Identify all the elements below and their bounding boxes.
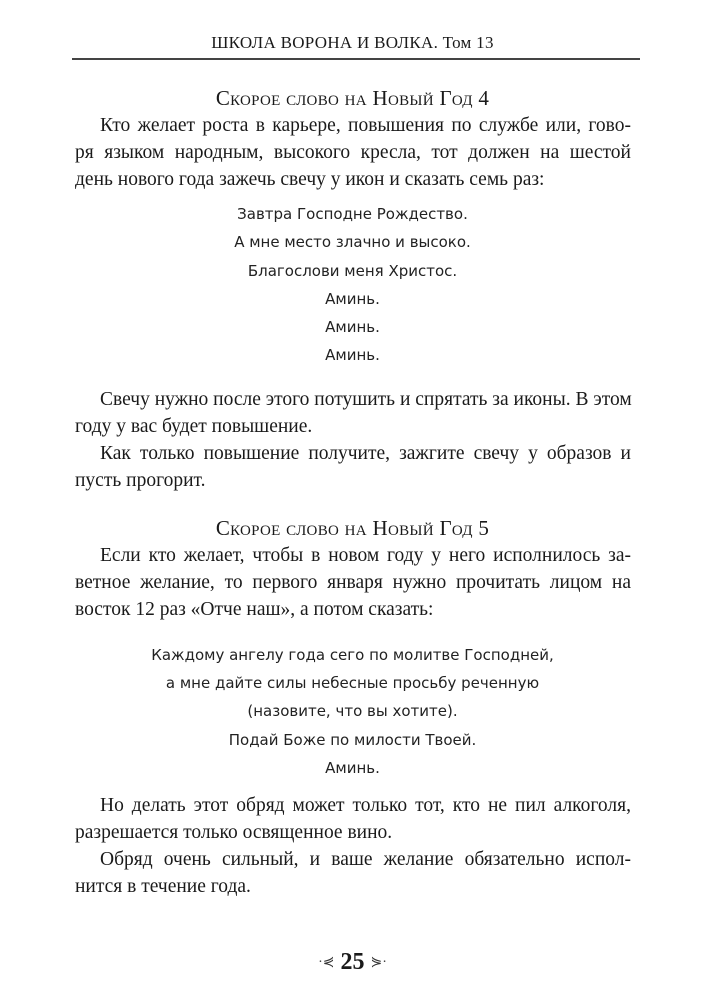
verse-line: Подай Боже по милости Твоей. [228, 730, 477, 749]
verse-line: Завтра Господне Рождество. [237, 205, 468, 223]
text-line: году у вас будет повышение. [75, 415, 313, 437]
incantation-verse [0, 200, 705, 370]
section-title: Скорое слово на Новый Год 5 [215, 515, 490, 540]
page-body [0, 84, 705, 900]
verse-line: Аминь. [325, 758, 380, 777]
ornament-left-icon: ·⋞ [318, 955, 335, 970]
text-line: день нового года зажечь свечу у икон и сказать семь раз: [75, 169, 545, 190]
page-number-footer [0, 948, 705, 977]
verse-line: (назовите, что вы хотите). [247, 702, 458, 721]
verse-line: Благослови меня Христос. [247, 261, 458, 280]
section-title: Скорое слово на Новый Год 4 [215, 86, 490, 110]
running-header: ШКОЛА ВОРОНА И ВОЛКА. Том 13 [211, 33, 494, 52]
text-line: ветное желание, то первого января нужно прочитать лицом на [75, 571, 631, 593]
header-divider [72, 58, 640, 60]
text-line: Но делать этот обряд может только тот, кто не пил алкоголя, [100, 795, 631, 817]
paragraph [75, 542, 631, 623]
verse-line: Аминь. [325, 289, 380, 308]
ornament-right-icon: ⋟· [370, 955, 387, 970]
verse-line: Аминь. [325, 346, 380, 365]
text-line: Если кто желает, чтобы в новом году у него исполнилось за- [100, 544, 631, 566]
text-line: восток 12 раз «Отче наш», а потом сказать: [75, 598, 434, 620]
verse-line: а мне дайте силы небесные просьбу реченную [165, 674, 540, 693]
paragraph [75, 386, 631, 440]
paragraph [75, 792, 631, 846]
text-line: Обряд очень сильный, и ваше желание обязательно испол- [100, 849, 631, 871]
paragraph [75, 112, 631, 193]
paragraph [75, 846, 631, 900]
text-line: Кто желает роста в карьере, повышения по службе или, гово- [100, 115, 631, 136]
paragraph [75, 440, 631, 494]
text-line: разрешается только освященное вино. [75, 822, 393, 844]
text-line: ря языком народным, высокого кресла, тот должен на шестой [75, 142, 631, 163]
verse-line: Аминь. [325, 318, 380, 337]
text-line: нится в течение года. [75, 876, 251, 898]
text-line: пусть прогорит. [75, 469, 206, 491]
text-line: Как только повышение получите, зажгите свечу у образов и [100, 442, 631, 464]
verse-line: А мне место злачно и высоко. [234, 233, 471, 252]
incantation-verse [0, 641, 705, 782]
page-number: 25 [340, 949, 365, 975]
text-line: Свечу нужно после этого потушить и спрятать за иконы. В этом [100, 388, 632, 410]
verse-line: Каждому ангелу года сего по молитве Господней, [151, 645, 554, 664]
